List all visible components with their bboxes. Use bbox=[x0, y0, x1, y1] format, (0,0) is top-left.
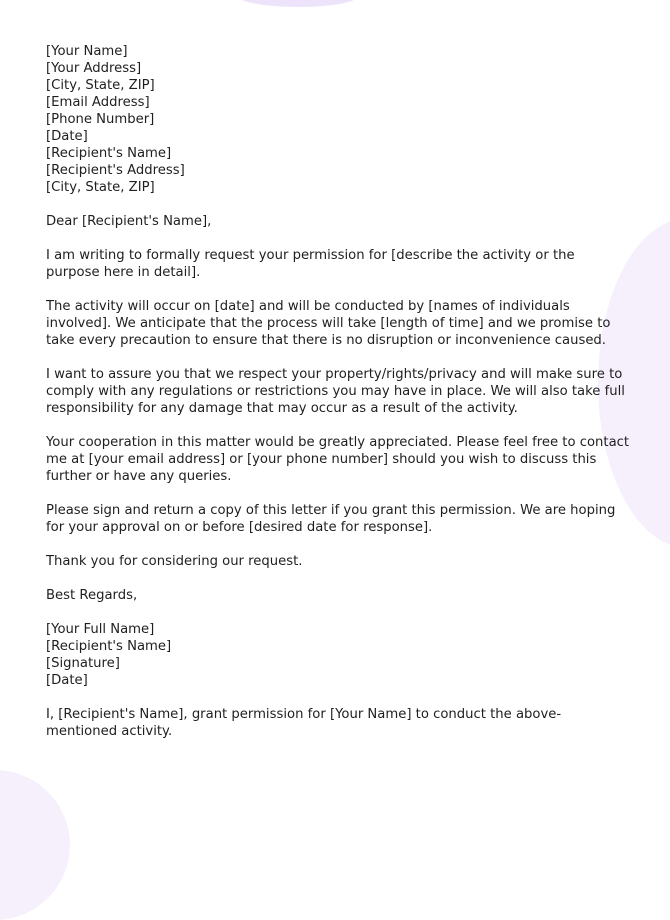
sender-address-line: [Your Address] bbox=[46, 61, 142, 76]
sender-name-line: [Your Name] bbox=[46, 44, 128, 59]
closing: Best Regards, bbox=[46, 588, 138, 603]
spacer bbox=[46, 196, 631, 213]
paragraph-assurance: I want to assure you that we respect your property/rights/privacy and will make sure to comply with any regulations or restrictions you may have in place. We will also take full responsibility for any damage that may occur as a result of the activity. bbox=[46, 367, 625, 416]
paragraph-cooperation: Your cooperation in this matter would be greatly appreciated. Please feel free to contact me at [your email address] or [your phone number] should you wish to discuss this further or have any queries. bbox=[46, 435, 630, 484]
sender-phone-line: [Phone Number] bbox=[46, 112, 155, 127]
sender-recipient-block bbox=[46, 43, 631, 196]
signature-line: [Signature] bbox=[46, 656, 120, 671]
paragraph-sign-return: Please sign and return a copy of this letter if you grant this permission. We are hoping for your approval on or before [desired date for response]. bbox=[46, 503, 616, 535]
grant-statement: I, [Recipient's Name], grant permission for [Your Name] to conduct the above-mentioned activity. bbox=[46, 707, 562, 739]
recipient-name-line: [Recipient's Name] bbox=[46, 146, 172, 161]
sender-email-line: [Email Address] bbox=[46, 95, 150, 110]
recipient-address-line: [Recipient's Address] bbox=[46, 163, 185, 178]
recipient-city-line: [City, State, ZIP] bbox=[46, 180, 155, 195]
salutation: Dear [Recipient's Name], bbox=[46, 214, 212, 229]
signature-block bbox=[46, 621, 631, 689]
decorative-circle-top bbox=[238, 0, 358, 7]
paragraph-activity-details: The activity will occur on [date] and will be conducted by [names of individuals involved]. We anticipate that the process will take [length of time] and we promise to take every precaution to ensure that there is no disruption or inconvenience caused. bbox=[46, 299, 611, 348]
paragraph-request: I am writing to formally request your permission for [describe the activity or the purpose here in detail]. bbox=[46, 248, 575, 280]
date-line: [Date] bbox=[46, 129, 88, 144]
signature-date-line: [Date] bbox=[46, 673, 88, 688]
signature-recipient-name-line: [Recipient's Name] bbox=[46, 639, 172, 654]
letter-document bbox=[46, 43, 631, 757]
spacer bbox=[46, 689, 631, 706]
sender-city-line: [City, State, ZIP] bbox=[46, 78, 155, 93]
decorative-circle-bottom-left bbox=[0, 770, 70, 920]
paragraph-thanks: Thank you for considering our request. bbox=[46, 554, 303, 569]
signature-full-name-line: [Your Full Name] bbox=[46, 622, 155, 637]
